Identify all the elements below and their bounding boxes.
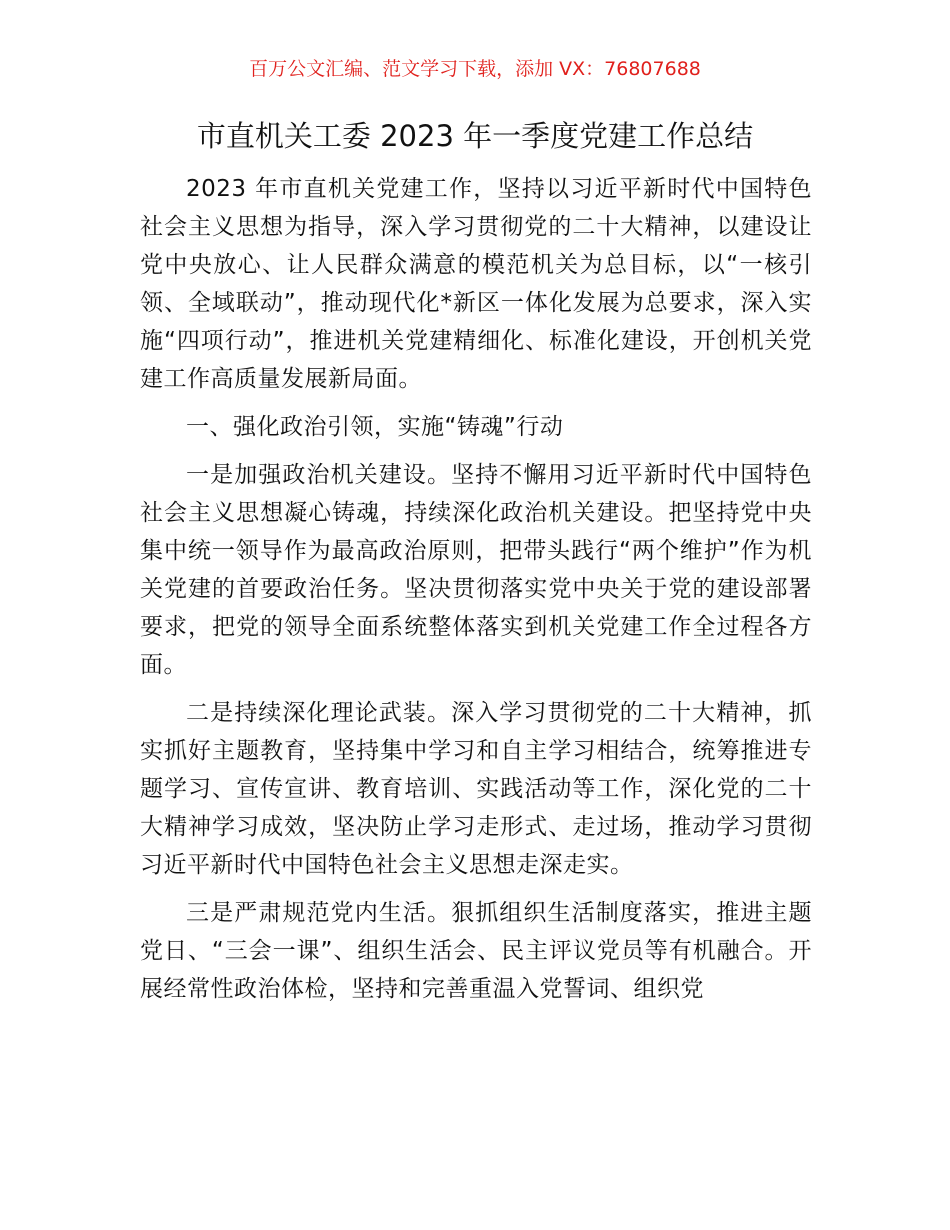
paragraph-intro: 2023 年市直机关党建工作，坚持以习近平新时代中国特色社会主义思想为指导，深入学习贯彻党的二十大精神，以建设让党中央放心、让人民群众满意的模范机关为总目标，以“一核引领、全域联动”，推动现代化*新区一体化发展为总要求，深入实施“四项行动”，推进机关党建精细化、标准化建设，开创机关党建工作高质量发展新局面。: [140, 176, 812, 392]
section-heading-1: 一、强化政治引领，实施“铸魂”行动: [186, 414, 564, 440]
paragraph-item-3: 三是严肃规范党内生活。狠抓组织生活制度落实，推进主题党日、“三会一课”、组织生活会、民主评议党员等有机融合。开展经常性政治体检，坚持和完善重温入党誓词、组织党: [140, 900, 812, 1002]
paragraph-item-2: 二是持续深化理论武装。深入学习贯彻党的二十大精神，抓实抓好主题教育，坚持集中学习和自主学习相结合，统筹推进专题学习、宣传宣讲、教育培训、实践活动等工作，深化党的二十大精神学习成效，坚决防止学习走形式、走过场，推动学习贯彻习近平新时代中国特色社会主义思想走深走实。: [140, 700, 812, 878]
paragraph-item-1: 一是加强政治机关建设。坚持不懈用习近平新时代中国特色社会主义思想凝心铸魂，持续深化政治机关建设。把坚持党中央集中统一领导作为最高政治原则，把带头践行“两个维护”作为机关党建的首要政治任务。坚决贯彻落实党中央关于党的建设部署要求，把党的领导全面系统整体落实到机关党建工作全过程各方面。: [140, 462, 812, 678]
document-body: [140, 170, 812, 1018]
document-title: 市直机关工委 2023 年一季度党建工作总结: [196, 119, 754, 153]
watermark-text: 百万公文汇编、范文学习下载，添加 VX：76807688: [249, 58, 701, 80]
